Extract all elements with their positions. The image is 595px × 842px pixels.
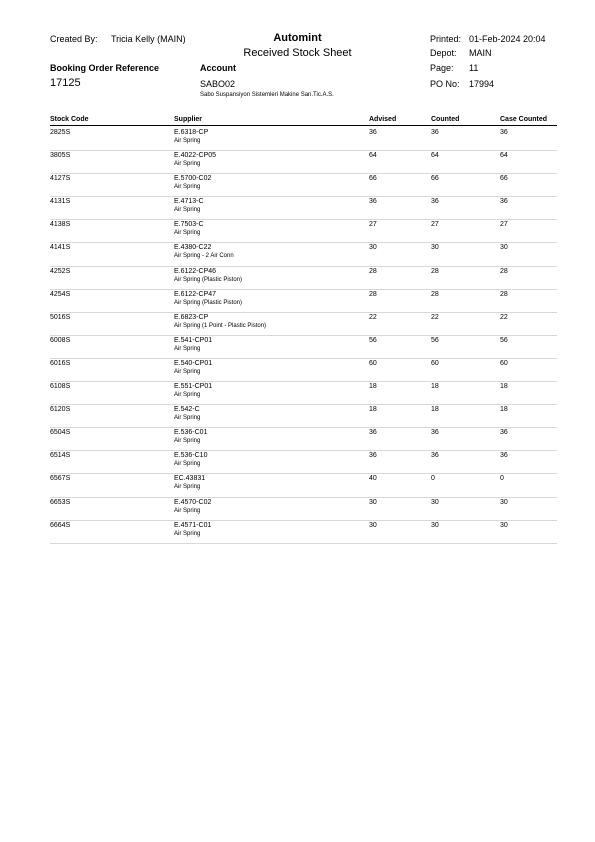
item-description: Air Spring	[174, 461, 201, 468]
item-description: Air Spring	[174, 438, 201, 445]
counted-cell: 36	[431, 452, 439, 460]
advised-cell: 60	[369, 359, 377, 367]
case-counted-cell: 22	[500, 313, 508, 321]
stock-code-cell: 6120S	[50, 406, 71, 414]
supplier-code-cell: E.4571-C01	[174, 521, 212, 529]
item-description: Air Spring	[174, 368, 201, 375]
col-case-counted: Case Counted	[500, 116, 548, 123]
counted-cell: 30	[431, 498, 439, 506]
stock-code-cell: 6653S	[50, 498, 71, 506]
case-counted-cell: 30	[500, 498, 508, 506]
stock-table	[0, 128, 595, 544]
supplier-code-cell: E.536-C01	[174, 429, 208, 437]
case-counted-cell: 0	[500, 475, 504, 483]
col-supplier: Supplier	[174, 116, 203, 123]
counted-cell: 56	[431, 336, 439, 344]
advised-cell: 30	[369, 521, 377, 529]
item-description: Air Spring	[174, 207, 201, 214]
account-code: SABO02	[200, 79, 236, 89]
table-row	[0, 220, 595, 243]
counted-cell: 64	[431, 152, 439, 160]
item-description: Air Spring	[174, 345, 201, 352]
advised-cell: 18	[369, 383, 377, 391]
item-description: Air Spring	[174, 484, 201, 491]
case-counted-cell: 30	[500, 521, 508, 529]
table-row	[0, 428, 595, 451]
item-description: Air Spring	[174, 415, 201, 422]
stock-code-cell: 6514S	[50, 452, 71, 460]
item-description: Air Spring	[174, 138, 201, 144]
supplier-code-cell: E.4380-C22	[174, 244, 212, 252]
stock-code-cell: 6008S	[50, 336, 71, 344]
stock-code-cell: 6016S	[50, 359, 71, 367]
counted-cell: 66	[431, 175, 439, 183]
stock-code-cell: 4127S	[50, 175, 71, 183]
stock-code-cell: 4254S	[50, 290, 71, 298]
advised-cell: 56	[369, 336, 377, 344]
po-number: 17994	[469, 79, 495, 89]
row-divider	[50, 543, 557, 544]
case-counted-cell: 56	[500, 336, 508, 344]
counted-cell: 30	[431, 521, 439, 529]
case-counted-cell: 60	[500, 359, 508, 367]
supplier-code-cell: E.6122-CP46	[174, 267, 217, 275]
item-description: Air Spring	[174, 184, 201, 191]
advised-cell: 40	[369, 475, 377, 483]
stock-code-cell: 3805S	[50, 152, 71, 160]
counted-cell: 30	[431, 244, 439, 252]
case-counted-cell: 18	[500, 406, 508, 414]
item-description: Air Spring - 2 Air Conn	[174, 253, 234, 260]
table-row	[0, 521, 595, 544]
item-description: Air Spring (Plastic Piston)	[174, 299, 243, 306]
table-row	[0, 382, 595, 405]
case-counted-cell: 36	[500, 198, 508, 206]
item-description: Air Spring	[174, 161, 201, 168]
case-counted-cell: 30	[500, 244, 508, 252]
table-row	[0, 359, 595, 382]
created-by-value: Tricia Kelly (MAIN)	[111, 34, 186, 44]
counted-cell: 18	[431, 406, 439, 414]
col-counted: Counted	[431, 116, 460, 123]
item-description: Air Spring (1 Point - Plastic Piston)	[174, 322, 267, 329]
stock-code-cell: 6108S	[50, 383, 71, 391]
supplier-code-cell: E.541-CP01	[174, 336, 213, 344]
table-row	[0, 174, 595, 197]
supplier-code-cell: E.7503-C	[174, 221, 204, 229]
supplier-code-cell: E.4713-C	[174, 198, 204, 206]
supplier-code-cell: E.4570-C02	[174, 498, 212, 506]
supplier-code-cell: E.542-C	[174, 406, 200, 414]
supplier-code-cell: E.536-C10	[174, 452, 208, 460]
stock-code-cell: 2825S	[50, 129, 71, 136]
counted-cell: 36	[431, 198, 439, 206]
counted-cell: 60	[431, 359, 439, 367]
item-description: Air Spring	[174, 507, 201, 514]
stock-code-cell: 4252S	[50, 267, 71, 275]
case-counted-cell: 36	[500, 129, 508, 136]
counted-cell: 18	[431, 383, 439, 391]
counted-cell: 22	[431, 313, 439, 321]
supplier-code-cell: E.4022-CP05	[174, 152, 217, 160]
advised-cell: 27	[369, 221, 377, 229]
supplier-code-cell: E.551-CP01	[174, 383, 213, 391]
created-by-label: Created By:	[50, 34, 98, 44]
page-number: 11	[469, 63, 479, 73]
case-counted-cell: 18	[500, 383, 508, 391]
item-description: Air Spring	[174, 392, 201, 399]
case-counted-cell: 36	[500, 429, 508, 437]
counted-cell: 28	[431, 290, 439, 298]
case-counted-cell: 28	[500, 290, 508, 298]
advised-cell: 18	[369, 406, 377, 414]
col-advised: Advised	[369, 116, 397, 123]
depot-label: Depot:	[430, 48, 457, 58]
supplier-code-cell: EC.43831	[174, 475, 206, 483]
table-row	[0, 128, 595, 151]
case-counted-cell: 64	[500, 152, 508, 160]
table-row	[0, 405, 595, 428]
stock-code-cell: 4131S	[50, 198, 71, 206]
stock-code-cell: 5016S	[50, 313, 71, 321]
booking-ref-label: Booking Order Reference	[50, 63, 160, 73]
report-title: Received Stock Sheet	[243, 47, 352, 59]
table-row	[0, 336, 595, 359]
printed-label: Printed:	[430, 34, 462, 44]
advised-cell: 36	[369, 198, 377, 206]
counted-cell: 27	[431, 221, 439, 229]
stock-code-cell: 6664S	[50, 521, 71, 529]
counted-cell: 28	[431, 267, 439, 275]
advised-cell: 28	[369, 267, 377, 275]
advised-cell: 28	[369, 290, 377, 298]
company-name: Automint	[273, 32, 322, 44]
booking-ref-value: 17125	[50, 77, 81, 89]
col-stock-code: Stock Code	[50, 116, 89, 123]
advised-cell: 30	[369, 244, 377, 252]
table-row	[0, 197, 595, 220]
advised-cell: 66	[369, 175, 377, 183]
table-row	[0, 151, 595, 174]
item-description: Air Spring (Plastic Piston)	[174, 276, 243, 283]
table-row	[0, 451, 595, 474]
advised-cell: 30	[369, 498, 377, 506]
page-label: Page:	[430, 63, 454, 73]
header-divider	[50, 125, 557, 126]
advised-cell: 36	[369, 452, 377, 460]
po-label: PO No:	[430, 79, 460, 89]
stock-code-cell: 4141S	[50, 244, 71, 252]
supplier-code-cell: E.6318-CP	[174, 129, 209, 136]
account-name: Sabo Suspansiyon Sistemleri Makine San.Tic.A.S.	[200, 92, 334, 98]
case-counted-cell: 27	[500, 221, 508, 229]
table-row	[0, 474, 595, 497]
table-row	[0, 243, 595, 266]
item-description: Air Spring	[174, 530, 201, 537]
item-description: Air Spring	[174, 230, 201, 237]
counted-cell: 36	[431, 129, 439, 136]
depot-value: MAIN	[469, 48, 492, 58]
table-row	[0, 313, 595, 336]
case-counted-cell: 66	[500, 175, 508, 183]
supplier-code-cell: E.6823-CP	[174, 313, 209, 321]
printed-value: 01-Feb-2024 20:04	[469, 34, 546, 44]
case-counted-cell: 36	[500, 452, 508, 460]
supplier-code-cell: E.5700-C02	[174, 175, 212, 183]
advised-cell: 64	[369, 152, 377, 160]
counted-cell: 36	[431, 429, 439, 437]
table-row	[0, 267, 595, 290]
supplier-code-cell: E.540-CP01	[174, 359, 213, 367]
supplier-code-cell: E.6122-CP47	[174, 290, 217, 298]
advised-cell: 22	[369, 313, 377, 321]
stock-code-cell: 4138S	[50, 221, 71, 229]
table-row	[0, 290, 595, 313]
case-counted-cell: 28	[500, 267, 508, 275]
stock-code-cell: 6504S	[50, 429, 71, 437]
advised-cell: 36	[369, 429, 377, 437]
advised-cell: 36	[369, 129, 377, 136]
counted-cell: 0	[431, 475, 435, 483]
stock-code-cell: 6567S	[50, 475, 71, 483]
account-label: Account	[200, 63, 236, 73]
table-row	[0, 498, 595, 521]
